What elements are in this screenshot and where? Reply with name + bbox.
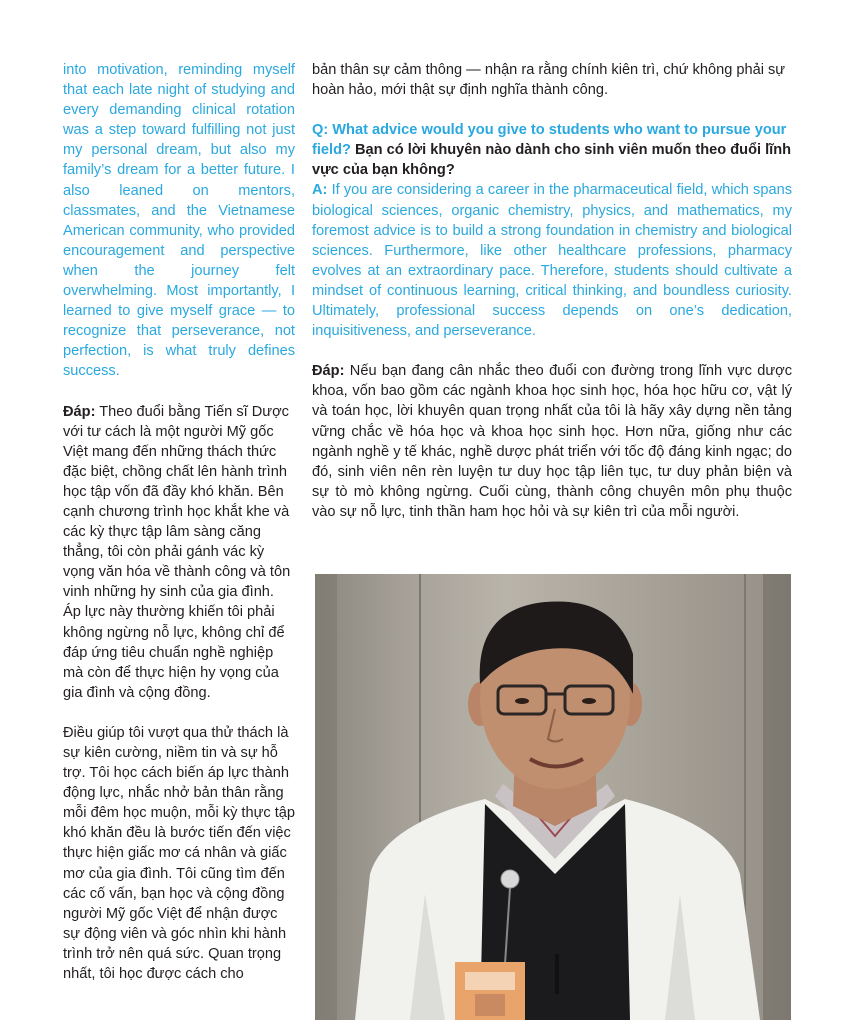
vietnamese-continuation: bản thân sự cảm thông — nhận ra rằng chính kiên trì, chứ không phải sự hoàn hảo, mới thật sự định nghĩa thành công. [312,62,786,99]
vietnamese-advice-text: Nếu bạn đang cân nhắc theo đuổi con đường trong lĩnh vực dược khoa, vốn bao gồm các ngành khoa học sinh học, hóa học hữu cơ, vật lý và toán học, lời khuyên quan trọng nhất của tôi là hãy xây dựng nền tảng vững chắc về hóa học và khoa học sinh học. Hơn nữa, giống như các ngành nghề y tế khác, nghề dược phát triển với tốc độ đáng kinh ngạc; do đó, sinh viên nên rèn luyện tư duy học tập liên tục, tư duy phản biện và sự tò mò không ngừng. Cuối cùng, thành công chuyên môn phụ thuộc vào sự nỗ lực, tinh thần ham học hỏi và sự kiên trì của mỗi người. [312,363,792,520]
portrait-photo-icon [315,574,791,1020]
answer-en-label: A: [312,182,328,199]
english-advice-answer [312,180,792,341]
vietnamese-advice-answer [312,361,792,522]
vietnamese-answer-1-text: Theo đuổi bằng Tiến sĩ Dược với tư cách là một người Mỹ gốc Việt mang đến những thách thức đặc biệt, chồng chất lên hành trình học tập vốn đã đầy khó khăn. Bên cạnh chương trình học khắt khe và các kỳ thực tập lâm sàng căng thẳng, tôi còn phải gánh vác kỳ vọng văn hóa về thành công và tôn vinh những hy sinh của gia đình. Áp lực này thường khiến tôi phải không ngừng nỗ lực, không chỉ để đáp ứng tiêu chuẩn nghề nghiệp mà còn để thực hiện hy vọng của gia đình và cộng đồng. [63,403,291,701]
question-heading [312,120,792,180]
answer-vi-label: Đáp: [312,363,345,380]
english-answer-continuation: into motivation, reminding myself that each late night of studying and every demanding clinical rotation was a step toward fulfilling not just my personal dream, but also my family’s dream for a better future. I also leaned on mentors, classmates, and the Vietnamese American community, who provided encouragement and perspective when the journey felt overwhelming. Most importantly, I learned to give myself grace — to recognize that perseverance, not perfection, is what truly defines success. [63,62,295,380]
portrait-photo [315,574,791,1020]
answer-label: Đáp: [63,403,96,420]
english-advice-text: If you are considering a career in the pharmaceutical field, which spans biological sciences, organic chemistry, physics, and mathematics, my foremost advice is to build a strong foundation in chemistry and biological sciences. Furthermore, like other healthcare professions, pharmacy evolves at an extraordinary pace. Therefore, students should cultivate a mindset of continuous learning, critical thinking, and boundless curiosity. Ultimately, professional success depends on one’s dedication, inquisitiveness, and perseverance. [312,182,792,340]
right-column [312,60,792,522]
vietnamese-answer-1 [63,402,295,703]
vietnamese-answer-2: Điều giúp tôi vượt qua thử thách là sự kiên cường, niềm tin và sự hỗ trợ. Tôi học cách biến áp lực thành động lực, nhắc nhở bản thân rằng mỗi đêm học muộn, mỗi kỳ thực tập khó khăn đều là bước tiến đến việc thực hiện giấc mơ cá nhân và giấc mơ của gia đình. Tôi cũng tìm đến các cố vấn, bạn học và cộng đồng người Mỹ gốc Việt để nhận được sự động viên và góc nhìn khi hành trình trở nên quá sức. Quan trọng nhất, tôi học được cách cho [63,724,296,983]
question-vietnamese: Bạn có lời khuyên nào dành cho sinh viên muốn theo đuổi lĩnh vực của bạn không? [312,142,792,179]
question-english: Q: What advice would you give to students who want to pursue your field? [312,122,787,159]
left-column [63,60,295,984]
